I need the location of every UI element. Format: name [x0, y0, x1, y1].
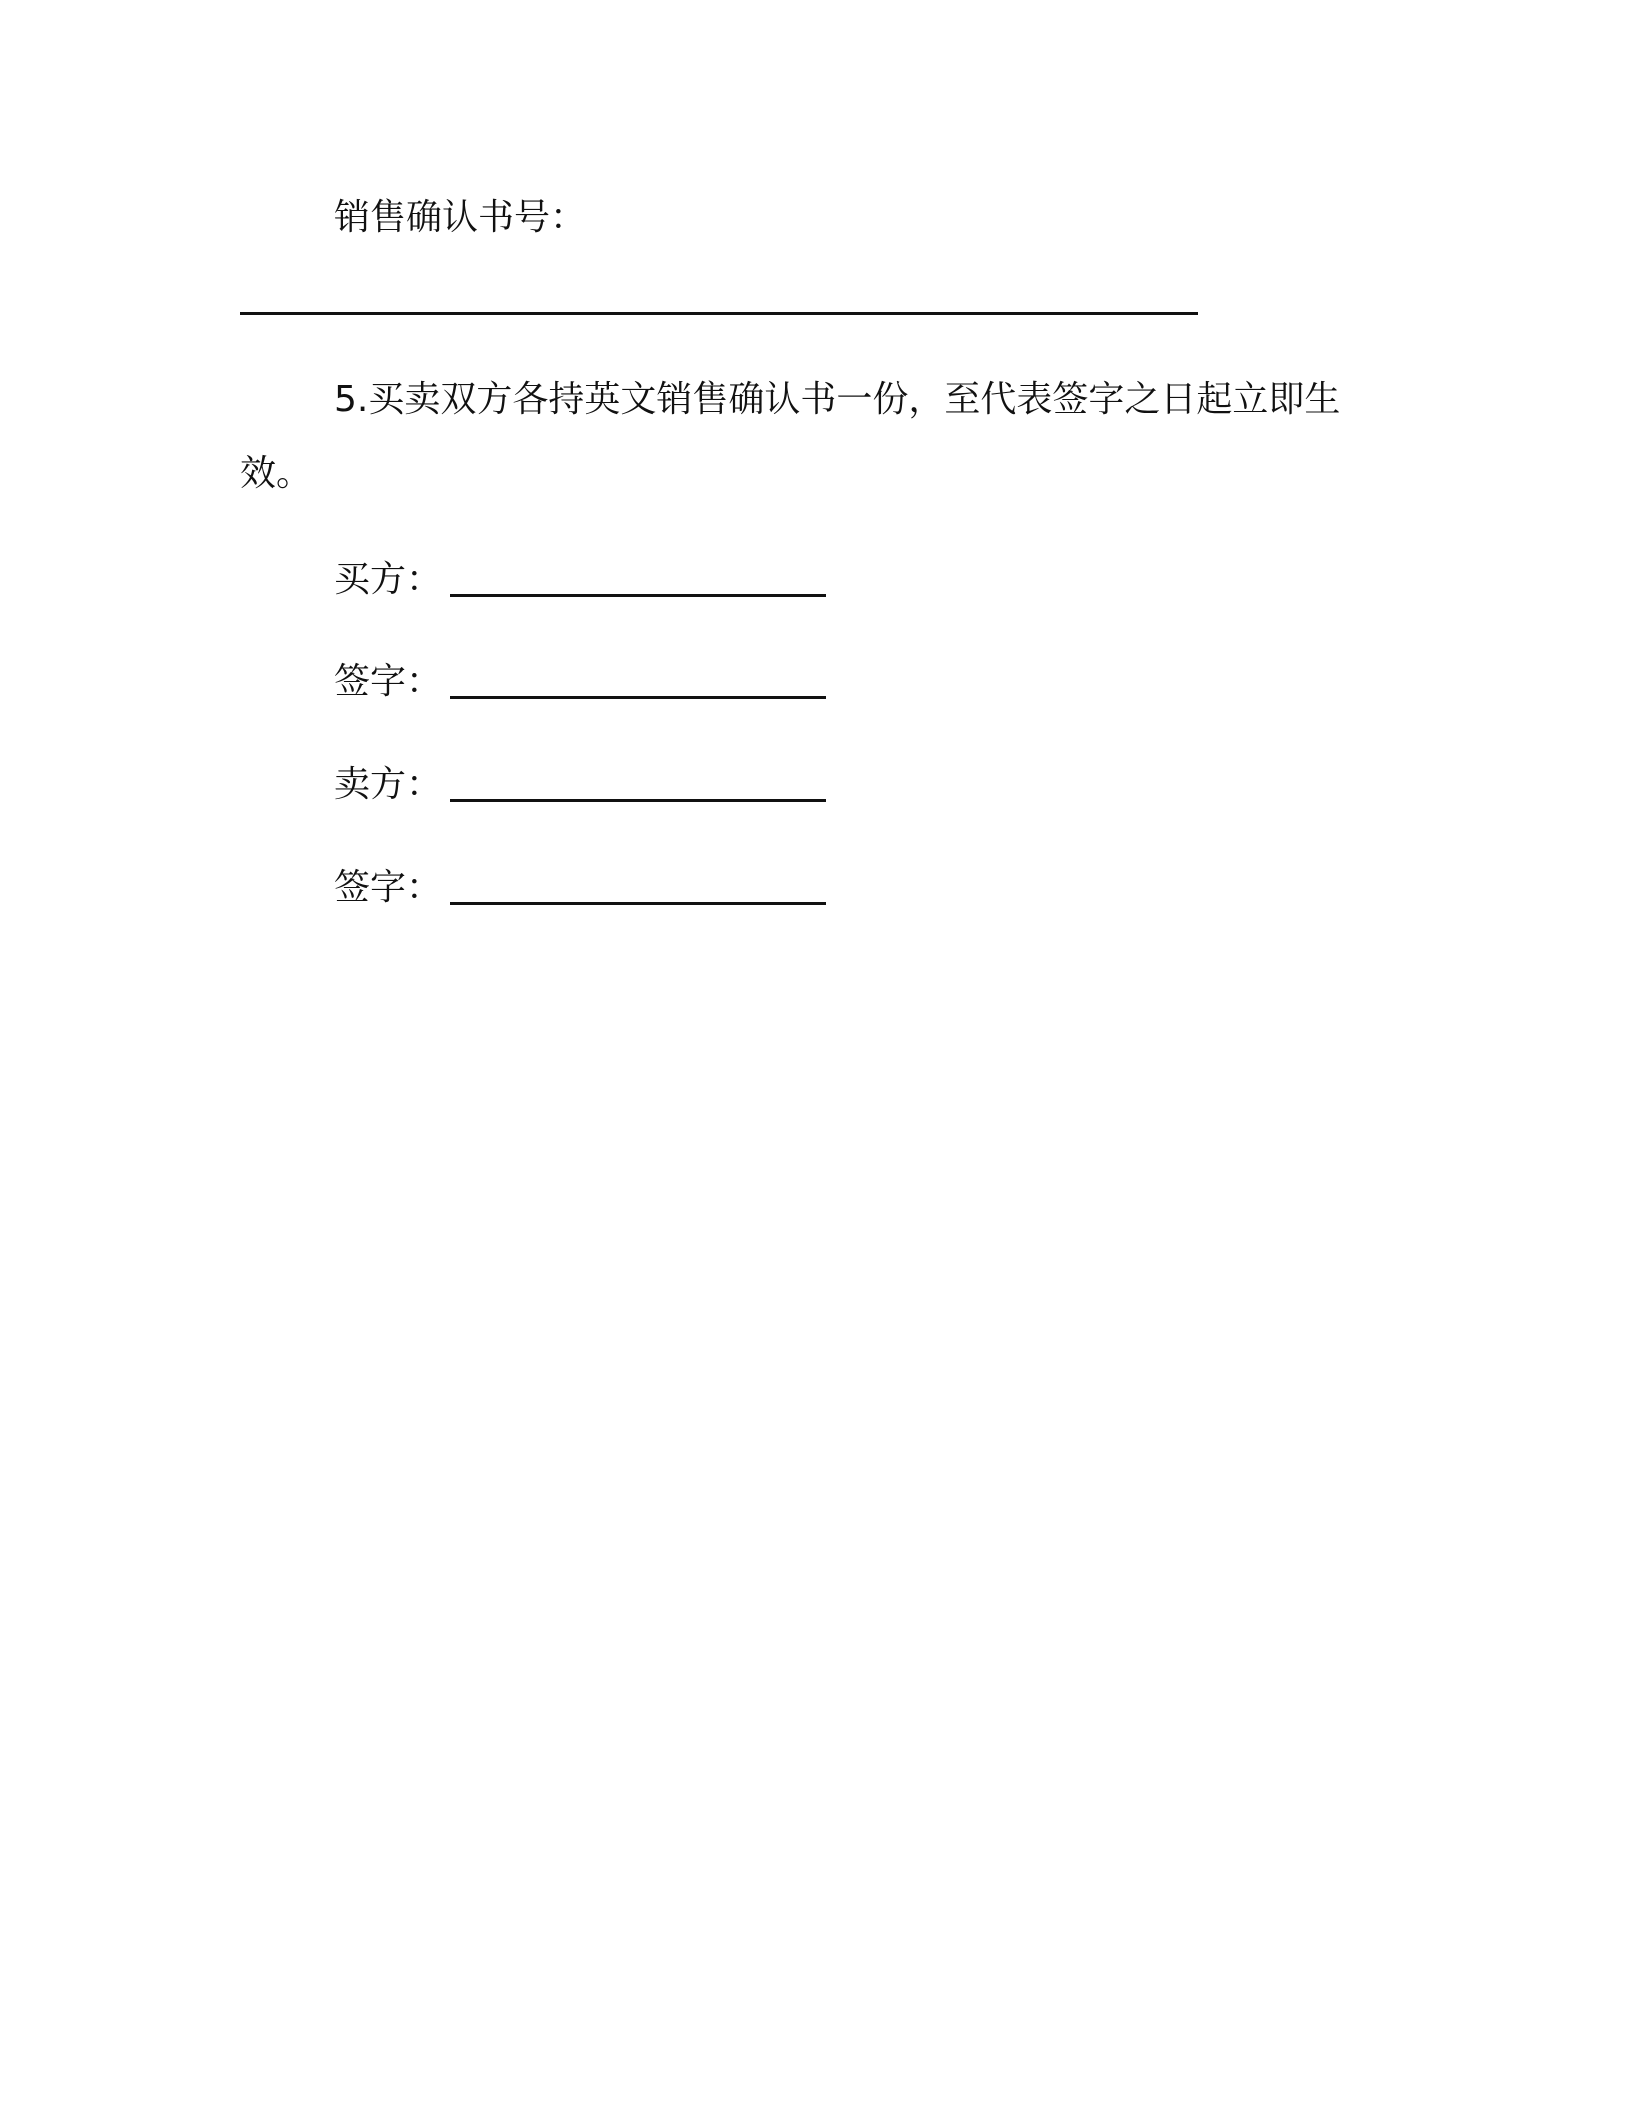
seller-label: 卖方： — [334, 764, 443, 805]
clause-5-line-1: 5.买卖双方各持英文销售确认书一份，至代表签字之日起立即生 — [334, 379, 1341, 420]
seller-blank[interactable] — [450, 769, 826, 802]
buyer-signature-label: 签字： — [334, 661, 443, 702]
sales-confirmation-no-label: 销售确认书号： — [334, 197, 587, 238]
buyer-blank[interactable] — [450, 564, 826, 597]
seller-row — [334, 763, 826, 807]
seller-signature-label: 签字： — [334, 867, 443, 908]
sales-confirmation-no-blank[interactable] — [240, 312, 1198, 315]
buyer-label: 买方： — [334, 559, 443, 600]
clause-5-line-2: 效。 — [240, 453, 313, 494]
seller-signature-blank[interactable] — [450, 872, 826, 905]
buyer-signature-row — [334, 660, 826, 704]
buyer-row — [334, 558, 826, 602]
seller-signature-row — [334, 866, 826, 910]
buyer-signature-blank[interactable] — [450, 666, 826, 699]
